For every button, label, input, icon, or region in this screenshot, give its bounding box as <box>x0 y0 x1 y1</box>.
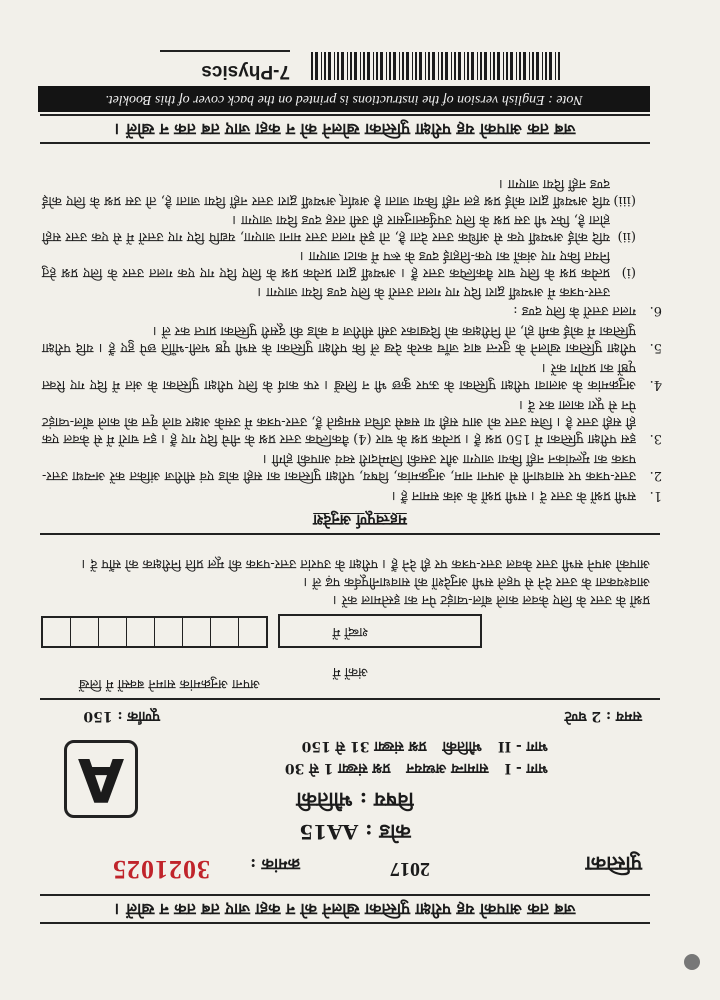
penalty-subitems <box>42 175 636 300</box>
part-2-row <box>148 737 548 756</box>
list-item: 3. इस परीक्षा पुस्तिका में 150 प्रश्न हैं । प्रत्येक प्रश्न के चार (4) वैकल्पिक उत्तर प्रश्न के नीचे दिए गए हैं । इन चारों में से केवल एक ही सही उत्तर है । जिस उत्तर को आप सही या सबसे उचित समझते हैं, उत्तर-पत्रक में उसके अक्षर वाले वृत्त को काले बॉल-प्वाइंट पेन से पूरा काला कर दें । <box>42 397 662 446</box>
exam-year: 2017 <box>390 858 430 880</box>
list-item: 4. अनुक्रमांक के अलावा परीक्षा पुस्तिका के ऊपर कुछ भी न लिखें । रफ कार्य के लिए परीक्षा पुस्तिका के अंत में दिए गए रिक्त पृष्ठों का प्रयोग करें । <box>42 360 662 392</box>
digit-box[interactable] <box>126 618 154 646</box>
list-item: 2. उत्तर-पत्रक पर सावधानी से अपना नाम, अनुक्रमांक, विषय, परीक्षा पुस्तिका का सही कोड एवं सीरीज अंकित करें अन्यथा उत्तर-पत्रक का मूल्यांकन नहीं किया जाएगा और उसकी जिम्मेदारी स्वयं आपकी होगी । <box>42 451 662 483</box>
max-marks: पूर्णांक : 150 <box>83 708 160 724</box>
list-item: 6. गलत उत्तरों के लिए दण्ड : उत्तर-पत्रक में अभ्यर्थी द्वारा दिए गए गलत उत्तरों के लिए दण्ड दिया जाएगा । (i) प्रत्येक प्रश्न के लिए चार वैकल्पिक उत्तर हैं । अभ्यर्थी द्वारा प्रत्येक प्रश्न के लिए दिए गए एक गलत उत्तर के लिए प्रश्न हेतु नियत किए गए अंकों का एक-तिहाई दण्ड के रूप में काटा जाएगा । (ii) यदि कोई अभ्यर्थी एक से अधिक उत्तर देता है, तो इसे गलत उत्तर माना जाएगा, यद्यपि दिए गए उत्तरों में से एक उत्तर सही होता है, फिर भी उस प्रश्न के लिए उपर्युक्तानुसार ही उसी तरह दण्ड दिया जाएगा । (iii) यदि अभ्यर्थी द्वारा कोई प्रश्न हल नहीं किया जाता है अर्थात् अभ्यर्थी द्वारा उत्तर नहीं दिया जाता है, तो उस प्रश्न के लिए कोई दण्ड नहीं दिया जाएगा । <box>42 176 662 318</box>
part-1-range: प्रश्न संख्या 1 से 30 <box>284 760 391 776</box>
booklet-id: 7-Physics <box>160 50 290 82</box>
penalty-heading: गलत उत्तरों के लिए दण्ड : <box>513 303 636 318</box>
list-item: 1. सभी प्रश्नों के उत्तर दें । सभी प्रश्नों के अंक समान हैं । <box>391 488 662 503</box>
list-item: (ii) यदि कोई अभ्यर्थी एक से अधिक उत्तर देता है, तो इसे गलत उत्तर माना जाएगा, यद्यपि दिए गए उत्तरों में से एक उत्तर सही होता है, फिर भी उस प्रश्न के लिए उपर्युक्तानुसार ही उसी तरह दण्ड दिया जाएगा । <box>42 212 636 244</box>
roll-number-digits-label: अंकों में <box>332 664 368 679</box>
part-1-subject: सामान्य अध्ययन <box>406 760 489 776</box>
digit-box[interactable] <box>182 618 210 646</box>
part-1-name: भाग - I <box>504 760 548 776</box>
instructions-heading: महत्त्वपूर्ण अनुदेश <box>313 511 407 529</box>
digit-box[interactable] <box>210 618 238 646</box>
list-item: (i) प्रत्येक प्रश्न के लिए चार वैकल्पिक उत्तर हैं । अभ्यर्थी द्वारा प्रत्येक प्रश्न के लिए दिए गए एक गलत उत्तर के लिए प्रश्न हेतु नियत किए गए अंकों का एक-तिहाई दण्ड के रूप में काटा जाएगा । <box>42 248 636 280</box>
digit-box[interactable] <box>238 618 266 646</box>
pre-instruction-2: आवश्यकता के उत्तर देने से पहले सभी अनुदेशों को सावधानीपूर्वक पढ़ लें । <box>303 574 650 589</box>
booklet-label: पुस्तिका <box>585 852 642 876</box>
roll-number-digit-boxes[interactable] <box>41 616 268 648</box>
punch-hole <box>684 954 700 970</box>
list-item: 5. परीक्षा पुस्तिका खोलने के तुरन्त बाद जाँच करके देख लें कि परीक्षा पुस्तिका के सभी पृष्ठ भली-भाँति छपे हुए हैं । यदि परीक्षा पुस्तिका में कोई कमी हो, तो निरीक्षक को दिखाकर उसी सीरीज व कोड की दूसरी पुस्तिका प्राप्त कर लें । <box>42 323 662 355</box>
part-1-row <box>148 759 548 778</box>
roll-number-words-label: शब्दों में <box>332 624 368 639</box>
roll-number-instruction: अपना अनुक्रमांक सामने बक्सों में लिखें <box>78 676 260 691</box>
instructions-list <box>42 170 662 504</box>
exam-time: समय : 2 घण्टे <box>564 708 642 724</box>
serial-label: क्रमांक : <box>250 855 300 874</box>
divider <box>40 533 660 535</box>
subject-title: विषय : भौतिकी <box>296 788 414 812</box>
digit-box[interactable] <box>70 618 98 646</box>
pre-instruction-3: आपको अपने सभी उत्तर केवल उत्तर-पत्रक पर ही देने हैं । परीक्षा के उपरांत उत्तर-पत्रक की मूल प्रति निरीक्षक को सौंप दें । <box>81 556 650 571</box>
roll-number-words-box[interactable] <box>278 614 482 648</box>
warning-banner-bottom: जब तक आपको यह परीक्षा पुस्तिका खोलने को न कहा जाए तब तक न खोलें । <box>40 114 650 144</box>
part-2-name: भाग - II <box>497 738 548 754</box>
divider <box>40 698 660 700</box>
list-item: (iii) यदि अभ्यर्थी द्वारा कोई प्रश्न हल नहीं किया जाता है अर्थात् अभ्यर्थी द्वारा उत्तर नहीं दिया जाता है, तो उस प्रश्न के लिए कोई दण्ड नहीं दिया जाएगा । <box>42 176 636 208</box>
part-2-range: प्रश्न संख्या 31 से 150 <box>301 738 427 754</box>
pre-instruction-1: प्रश्नों के उत्तर के लिए केवल काले बॉल-प्वाइंट पेन का इस्तेमाल करें । <box>332 592 650 607</box>
digit-box[interactable] <box>154 618 182 646</box>
digit-box[interactable] <box>98 618 126 646</box>
serial-number: 3021025 <box>112 855 210 884</box>
barcode <box>310 52 560 80</box>
part-2-subject: भौतिकी <box>442 738 482 754</box>
warning-banner-top: जब तक आपको यह परीक्षा पुस्तिका खोलने को न कहा जाए तब तक न खोलें । <box>40 894 650 924</box>
paper-code: कोड : AA15 <box>299 820 411 844</box>
english-version-note: Note : English version of the instructions is printed on the back cover of this Booklet. <box>38 86 650 112</box>
digit-box[interactable] <box>43 618 70 646</box>
series-letter-box: A <box>64 740 138 818</box>
list-item: उत्तर-पत्रक में अभ्यर्थी द्वारा दिए गए गलत उत्तरों के लिए दण्ड दिया जाएगा । <box>257 284 610 299</box>
